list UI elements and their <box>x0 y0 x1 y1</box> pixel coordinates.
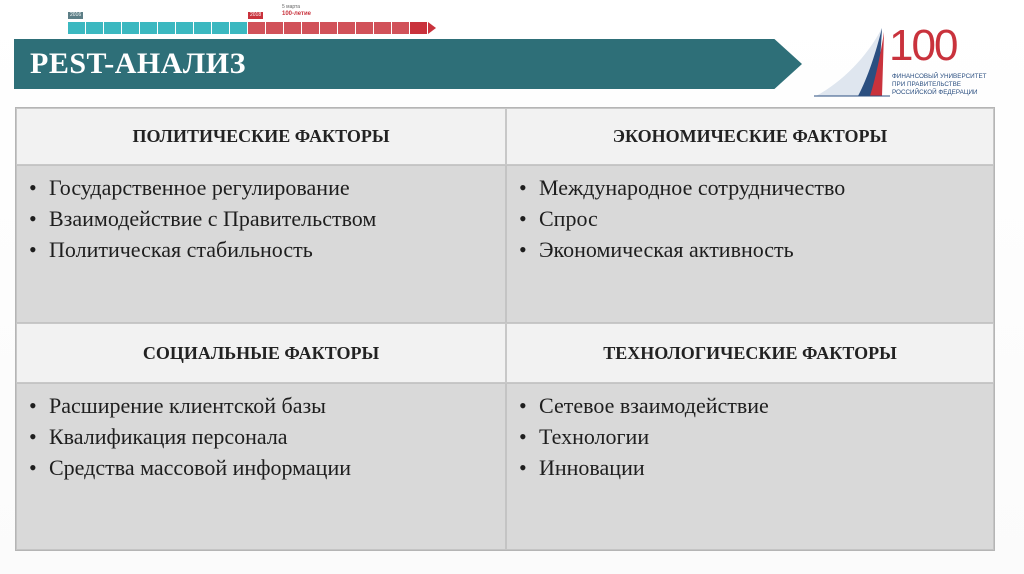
timeline-bar <box>68 22 436 34</box>
bullet-icon: • <box>29 237 37 262</box>
timeline-segment <box>248 22 265 34</box>
list-item-text: Технологии <box>539 424 650 449</box>
list-item <box>519 234 983 265</box>
timeline-segment <box>392 22 409 34</box>
list-item-text: Инновации <box>539 455 645 480</box>
swoosh-emblem-icon <box>812 22 892 100</box>
list-item <box>29 390 495 421</box>
timeline-segment <box>320 22 337 34</box>
list-item <box>29 203 495 234</box>
technological-factors-title: ТЕХНОЛОГИЧЕСКИЕ ФАКТОРЫ <box>603 342 897 363</box>
political-factors-title: ПОЛИТИЧЕСКИЕ ФАКТОРЫ <box>132 126 390 146</box>
list-item-text: Государственное регулирование <box>49 175 350 200</box>
bullet-icon: • <box>29 206 37 231</box>
timeline-segment <box>140 22 157 34</box>
timeline-segment <box>86 22 103 34</box>
list-item-text: Международное сотрудничество <box>539 175 846 200</box>
logo-line-1: ФИНАНСОВЫЙ УНИВЕРСИТЕТ <box>892 73 987 80</box>
list-item-text: Средства массовой информации <box>49 455 351 480</box>
timeline-segment <box>410 22 427 34</box>
centennial-timeline <box>68 3 430 37</box>
bullet-icon: • <box>29 424 37 449</box>
list-item-text: Экономическая активность <box>539 237 794 262</box>
list-item <box>29 172 495 203</box>
bullet-icon: • <box>29 455 37 480</box>
timeline-segment <box>212 22 229 34</box>
timeline-segment <box>104 22 121 34</box>
timeline-segment <box>176 22 193 34</box>
bullet-icon: • <box>519 175 527 200</box>
timeline-start-label: 2016 <box>70 12 82 18</box>
list-item <box>29 452 495 483</box>
list-item-text: Расширение клиентской базы <box>49 393 326 418</box>
list-item <box>519 421 983 452</box>
economic-factors-header <box>506 108 994 165</box>
timeline-segment <box>356 22 373 34</box>
page-title: PEST-АНАЛИЗ <box>30 47 246 80</box>
list-item-text: Сетевое взаимодействие <box>539 393 769 418</box>
technological-factors-list <box>506 383 994 550</box>
list-item-text: Спрос <box>539 206 598 231</box>
bullet-icon: • <box>519 424 527 449</box>
university-logo <box>812 22 1002 100</box>
list-item <box>519 203 983 234</box>
list-item <box>29 421 495 452</box>
list-item <box>29 234 495 265</box>
economic-factors-list <box>506 165 994 323</box>
timeline-segment <box>68 22 85 34</box>
timeline-segment <box>374 22 391 34</box>
social-factors-header <box>16 323 506 383</box>
list-item-text: Политическая стабильность <box>49 237 313 262</box>
timeline-date-label: 5 марта <box>282 4 301 10</box>
timeline-centennial-label: 100-летие <box>282 11 311 17</box>
bullet-icon: • <box>519 237 527 262</box>
timeline-segment <box>230 22 247 34</box>
logo-line-3: РОССИЙСКОЙ ФЕДЕРАЦИИ <box>892 89 978 96</box>
timeline-segment <box>338 22 355 34</box>
bullet-icon: • <box>519 455 527 480</box>
list-item <box>519 390 983 421</box>
timeline-segment <box>122 22 139 34</box>
timeline-segment <box>158 22 175 34</box>
political-factors-list <box>16 165 506 323</box>
bullet-icon: • <box>29 393 37 418</box>
bullet-icon: • <box>29 175 37 200</box>
timeline-segment <box>194 22 211 34</box>
list-item <box>519 452 983 483</box>
list-item-text: Взаимодействие с Правительством <box>49 206 377 231</box>
pest-table <box>15 107 995 551</box>
logo-line-2: ПРИ ПРАВИТЕЛЬСТВЕ <box>892 81 961 88</box>
political-factors-header <box>16 108 506 165</box>
technological-factors-header <box>506 323 994 383</box>
logo-number: 100 <box>889 21 957 70</box>
social-factors-title: СОЦИАЛЬНЫЕ ФАКТОРЫ <box>142 342 380 363</box>
timeline-segment <box>284 22 301 34</box>
timeline-arrow-icon <box>428 22 436 34</box>
list-item-text: Квалификация персонала <box>49 424 288 449</box>
timeline-segment <box>266 22 283 34</box>
bullet-icon: • <box>519 393 527 418</box>
timeline-segment <box>302 22 319 34</box>
list-item <box>519 172 983 203</box>
economic-factors-title: ЭКОНОМИЧЕСКИЕ ФАКТОРЫ <box>612 126 888 146</box>
timeline-year-label: 2018 <box>250 12 262 18</box>
bullet-icon: • <box>519 206 527 231</box>
social-factors-list <box>16 383 506 550</box>
